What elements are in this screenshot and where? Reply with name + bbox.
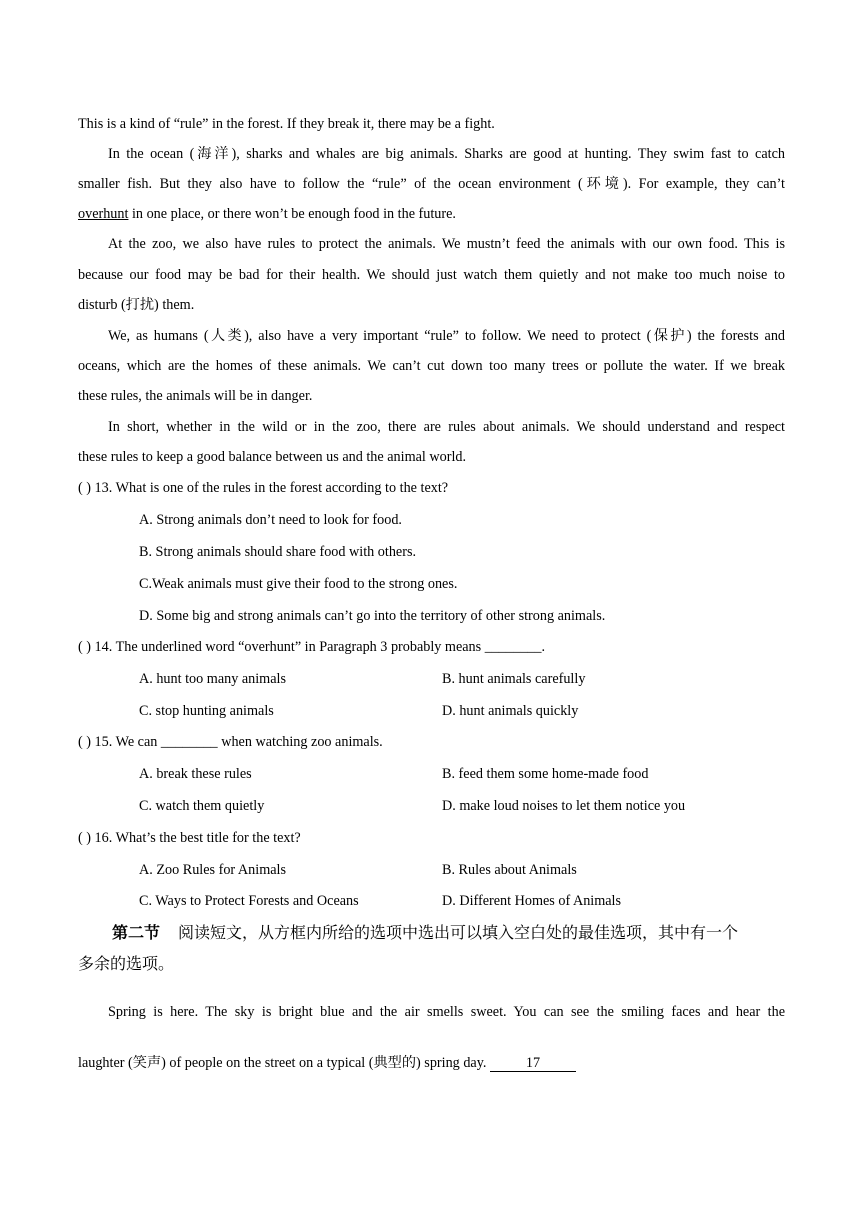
question-14-stem: ( ) 14. The underlined word “overhunt” in Paragraph 3 probably means ________. <box>78 639 546 655</box>
passage-line: In the ocean (海洋), sharks and whales are big animals. Sharks are good at hunting. They swim fast to catch <box>108 146 785 162</box>
passage-line: smaller fish. But they also have to follow the “rule” of the ocean environment (环境). For example, they can’t <box>78 176 785 192</box>
question-13-option-d: D. Some big and strong animals can’t go into the territory of other strong animals. <box>139 608 606 624</box>
passage-line: because our food may be bad for their health. We should just watch them quietly and not make too much noise to <box>78 267 785 283</box>
question-16-option-c: C. Ways to Protect Forests and Oceans <box>139 893 359 909</box>
section-2-instruction-text: 阅读短文，从方框内所给的选项中选出可以填入空白处的最佳选项，其中有一个 <box>178 923 739 942</box>
passage-line: these rules to keep a good balance between us and the animal world. <box>78 449 467 465</box>
passage-line: This is a kind of “rule” in the forest. If they break it, there may be a fight. <box>78 116 495 132</box>
section-2-passage-text: laughter (笑声) of people on the street on a typical (典型的) spring day. <box>78 1055 490 1071</box>
question-15-option-d: D. make loud noises to let them notice you <box>442 798 686 814</box>
passage-text: in one place, or there won’t be enough food in the future. <box>128 206 456 222</box>
question-15-stem: ( ) 15. We can ________ when watching zoo animals. <box>78 734 383 750</box>
question-13-option-a: A. Strong animals don’t need to look for food. <box>139 512 402 528</box>
section-2-passage-line <box>78 1054 785 1072</box>
section-2-label: 第二节 <box>112 923 161 942</box>
blank-17: 17 <box>490 1056 576 1072</box>
question-14-option-a: A. hunt too many animals <box>139 671 286 687</box>
section-2-passage-line: Spring is here. The sky is bright blue and the air smells sweet. You can see the smiling faces and hear the <box>108 1004 785 1020</box>
question-16-option-b: B. Rules about Animals <box>442 862 577 878</box>
question-13-option-b: B. Strong animals should share food with others. <box>139 544 417 560</box>
passage-line: disturb (打扰) them. <box>78 297 195 313</box>
question-15-option-c: C. watch them quietly <box>139 798 265 814</box>
question-13-stem: ( ) 13. What is one of the rules in the forest according to the text? <box>78 480 449 496</box>
question-15-option-b: B. feed them some home-made food <box>442 766 649 782</box>
question-13-option-c: C.Weak animals must give their food to the strong ones. <box>139 576 458 592</box>
question-14-option-b: B. hunt animals carefully <box>442 671 586 687</box>
passage-line: these rules, the animals will be in danger. <box>78 388 313 404</box>
passage-line <box>78 205 785 223</box>
passage-line: We, as humans (人类), also have a very important “rule” to follow. We need to protect (保护) the forests and <box>108 328 785 344</box>
section-2-instruction <box>112 922 785 944</box>
question-16-option-a: A. Zoo Rules for Animals <box>139 862 286 878</box>
question-14-option-d: D. hunt animals quickly <box>442 703 579 719</box>
passage-line: In short, whether in the wild or in the zoo, there are rules about animals. We should understand and respect <box>108 419 785 435</box>
question-14-option-c: C. stop hunting animals <box>139 703 274 719</box>
passage-line: At the zoo, we also have rules to protect the animals. We mustn’t feed the animals with our own food. This is <box>108 236 785 252</box>
section-2-instruction-continued: 多余的选项。 <box>78 954 175 973</box>
question-15-option-a: A. break these rules <box>139 766 252 782</box>
underlined-word: overhunt <box>78 206 129 222</box>
passage-line: oceans, which are the homes of these animals. We can’t cut down too many trees or pollute the water. If we break <box>78 358 785 374</box>
question-16-option-d: D. Different Homes of Animals <box>442 893 622 909</box>
question-16-stem: ( ) 16. What’s the best title for the text? <box>78 830 301 846</box>
